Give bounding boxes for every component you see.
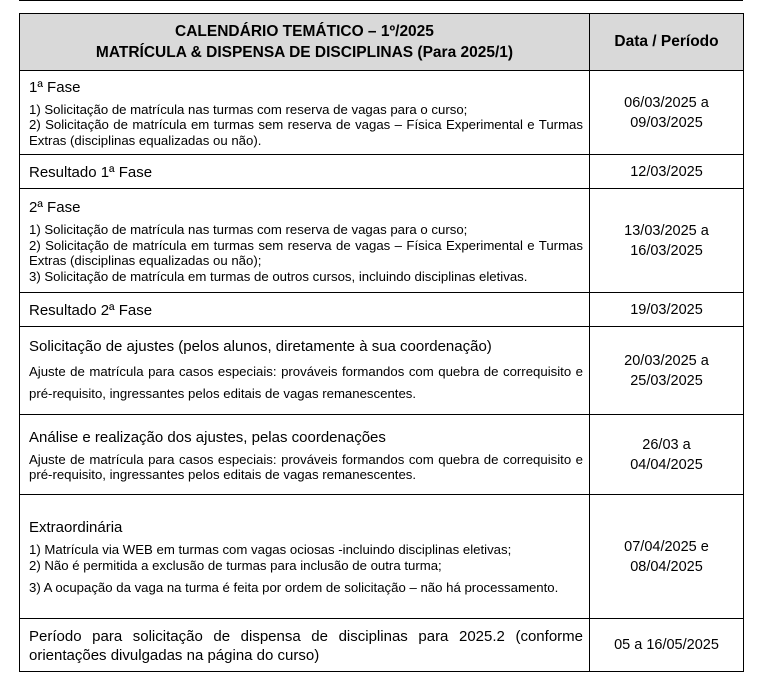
table-row xyxy=(20,495,744,619)
row-title: Resultado 1ª Fase xyxy=(29,163,153,181)
row-title: Resultado 2ª Fase xyxy=(29,301,153,319)
row-date xyxy=(590,619,744,672)
table-row xyxy=(20,415,744,495)
row-title: 2ª Fase xyxy=(29,199,81,216)
row-item: 2) Solicitação de matrícula em turmas sem reserva de vagas – Física Experimental e Turmas Extras (disciplinas equalizadas ou não); xyxy=(29,237,583,268)
row-description xyxy=(20,619,590,672)
row-date xyxy=(590,71,744,155)
row-item: 1) Matrícula via WEB em turmas com vagas ociosas -incluindo disciplinas eletivas; xyxy=(29,542,512,558)
table-row xyxy=(20,619,744,672)
row-description xyxy=(20,293,590,327)
row-item: 3) Solicitação de matrícula em turmas de outros cursos, incluindo disciplinas eletivas. xyxy=(29,268,528,284)
row-date xyxy=(590,155,744,189)
row-description xyxy=(20,71,590,155)
row-date-line: 06/03/2025 a xyxy=(624,94,709,111)
row-date xyxy=(590,293,744,327)
row-date-line: 09/03/2025 xyxy=(630,114,703,131)
row-date-line: 05 a 16/05/2025 xyxy=(614,637,719,653)
row-date-line: 16/03/2025 xyxy=(630,242,703,259)
row-title: 1ª Fase xyxy=(29,78,81,96)
row-date-line: 08/04/2025 xyxy=(630,558,703,575)
row-description xyxy=(20,495,590,619)
row-item: 2) Solicitação de matrícula em turmas sem reserva de vagas – Física Experimental e Turmas Extras (disciplinas equalizadas ou não). xyxy=(29,117,583,148)
table-title-line1: CALENDÁRIO TEMÁTICO – 1º/2025 xyxy=(175,23,434,40)
row-date-line: 04/04/2025 xyxy=(630,456,703,473)
table-row xyxy=(20,293,744,327)
row-item: 2) Não é permitida a exclusão de turmas para inclusão de outra turma; xyxy=(29,557,442,573)
row-date-line: 26/03 a xyxy=(642,436,691,453)
row-date-line: 12/03/2025 xyxy=(630,163,703,180)
row-item: 3) A ocupação da vaga na turma é feita por ordem de solicitação – não há processamento. xyxy=(29,580,559,596)
date-column-header: Data / Período xyxy=(590,14,744,71)
table-title xyxy=(20,14,590,71)
table-row xyxy=(20,189,744,293)
row-item: 1) Solicitação de matrícula nas turmas com reserva de vagas para o curso; xyxy=(29,101,468,117)
row-date-line: 19/03/2025 xyxy=(630,301,703,318)
row-title: Análise e realização dos ajustes, pelas coordenações xyxy=(29,428,386,446)
row-description xyxy=(20,327,590,415)
row-item: Ajuste de matrícula para casos especiais: prováveis formandos com quebra de correquisito e pré-requisito, ingressantes pelos editais de vagas remanescentes. xyxy=(29,451,583,482)
table-row xyxy=(20,327,744,415)
row-title: Período para solicitação de dispensa de disciplinas para 2025.2 (conforme orientações divulgadas na página do curso) xyxy=(29,627,583,664)
row-title: Extraordinária xyxy=(29,519,123,537)
row-date-line: 07/04/2025 e xyxy=(624,538,709,555)
row-date xyxy=(590,495,744,619)
table-title-line2: MATRÍCULA & DISPENSA DE DISCIPLINAS (Para 2025/1) xyxy=(95,44,514,61)
table-row xyxy=(20,155,744,189)
table-row xyxy=(20,71,744,155)
table-header-row xyxy=(20,14,744,71)
row-item: Ajuste de matrícula para casos especiais: prováveis formandos com quebra de correquisito e pré-requisito, ingressantes pelos editais de vagas remanescentes. xyxy=(29,364,583,401)
calendar-table xyxy=(19,13,744,672)
row-description xyxy=(20,155,590,189)
row-date-line: 25/03/2025 xyxy=(630,372,703,389)
row-date xyxy=(590,189,744,293)
row-date xyxy=(590,415,744,495)
top-rule xyxy=(19,0,743,1)
row-description xyxy=(20,189,590,293)
row-date xyxy=(590,327,744,415)
row-date-line: 20/03/2025 a xyxy=(624,352,709,369)
row-item: 1) Solicitação de matrícula nas turmas com reserva de vagas para o curso; xyxy=(29,222,468,237)
row-description xyxy=(20,415,590,495)
row-title: Solicitação de ajustes (pelos alunos, diretamente à sua coordenação) xyxy=(29,338,492,355)
row-date-line: 13/03/2025 a xyxy=(624,222,709,239)
